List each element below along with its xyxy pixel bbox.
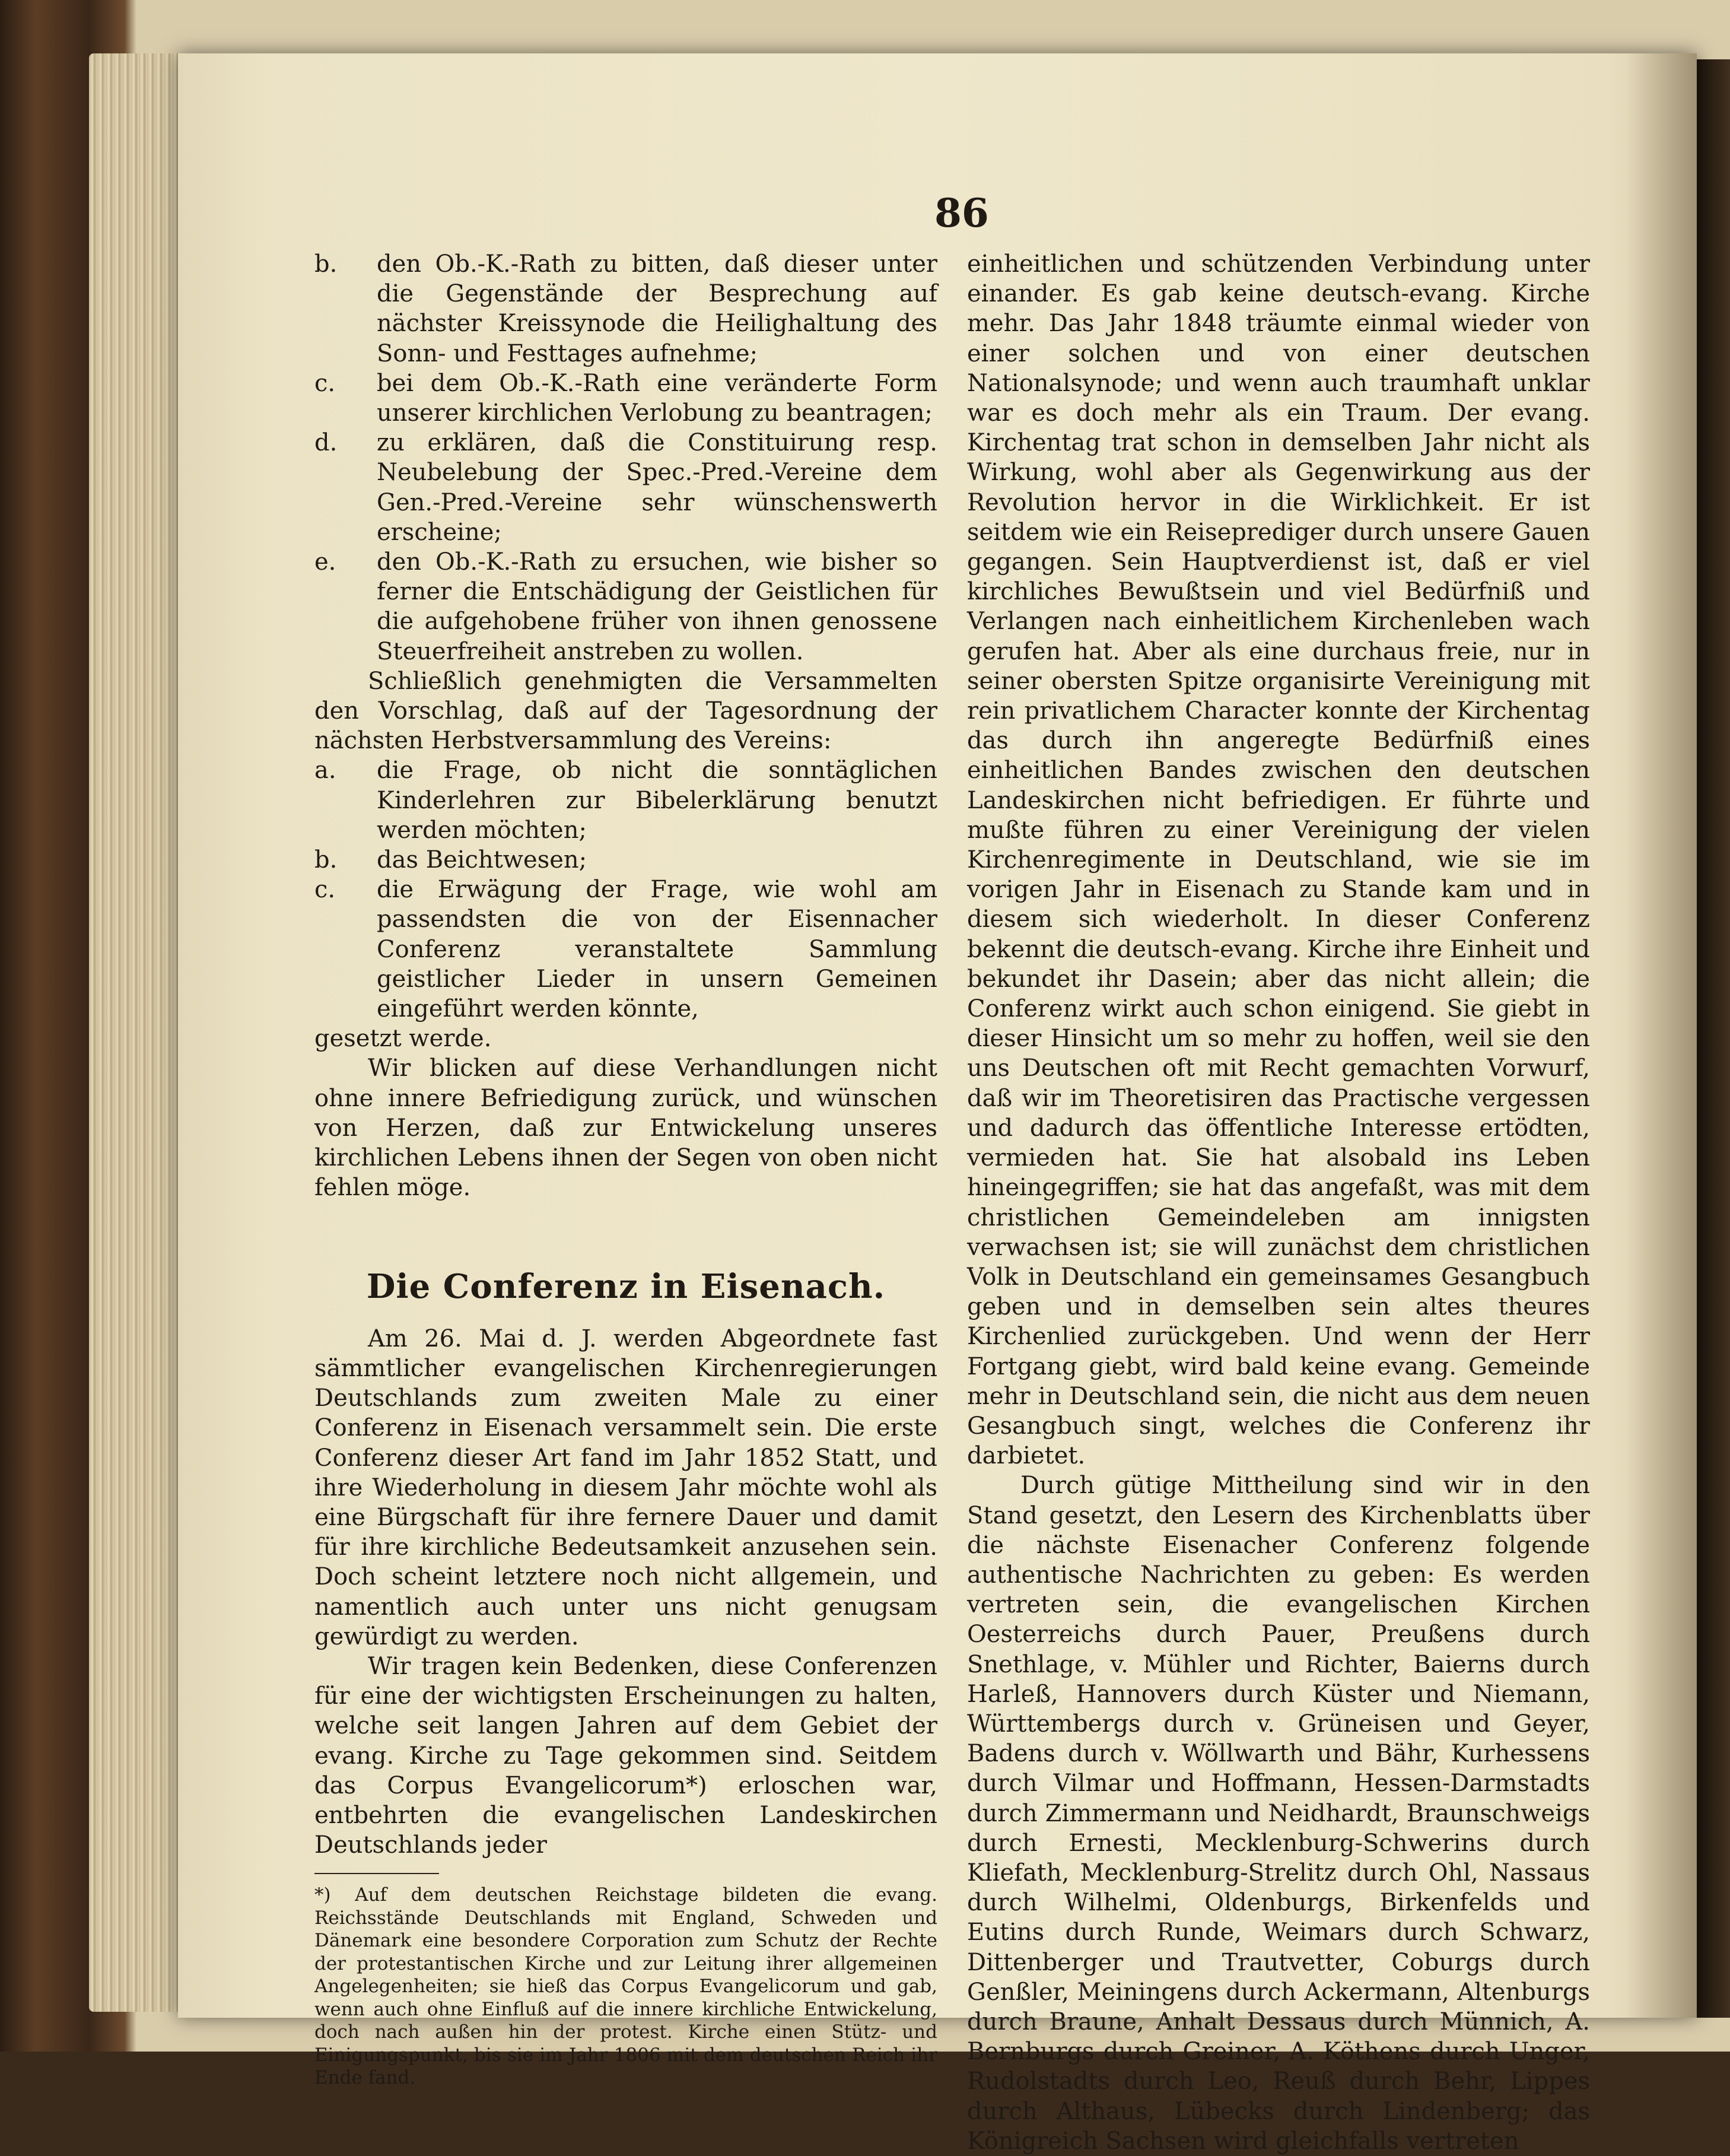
- item-label: d.: [314, 429, 338, 457]
- closing-end-line: gesetzt werde.: [314, 1025, 492, 1053]
- left-column: [314, 249, 937, 2090]
- item-text: zu erklären, daß die Constituirung resp. Neubelebung der Spec.-Pred.-Vereine dem Gen.-Pred.-Vereine sehr wünschenswerth erscheine;: [377, 429, 937, 546]
- item-label: c.: [314, 369, 336, 397]
- resolution-item-b: [314, 249, 937, 369]
- delegates-paragraph: Durch gütige Mittheilung sind wir in den Stand gesetzt, den Lesern des Kirchenblatts über die nächste Eisenacher Conferenz folgende authentische Nachrichten zu geben: Es werden vertreten sein, die evangelischen Kirchen Oesterreichs durch Pauer, Preußens durch Snethlage, v. Mühler und Richter, Baierns durch Harleß, Hannovers durch Küster und Niemann, Württembergs durch v. Grüneisen und Geyer, Badens durch v. Wöllwarth und Bähr, Kurhessens durch Vilmar und Hoffmann, Hessen-Darmstadts durch Zimmermann und Neidhardt, Braunschweigs durch Ernesti, Mecklenburg-Schwerins durch Kliefath, Mecklenburg-Strelitz durch Ohl, Nassaus durch Wilhelmi, Oldenburgs, Birkenfelds und Eutins durch Runde, Weimars durch Schwarz, Dittenberger und Trautvetter, Coburgs durch Genßler, Meiningens durch Ackermann, Altenburgs durch Braune, Anhalt Dessaus durch Münnich, A. Bernburgs durch Greiner, A. Köthens durch Unger, Rudolstadts durch Leo, Reuß durch Behr, Lippes durch Althaus, Lübecks durch Lindenberg; das Königreich Sachsen wird gleichfalls vertreten: [967, 1472, 1590, 2155]
- right-column: [967, 249, 1590, 2156]
- gutter-shadow: [1626, 53, 1697, 2018]
- item-text: die Erwägung der Frage, wie wohl am passendsten die von der Eisennacher Conferenz veranstaltete Sammlung geistlicher Lieder in unsern Gemeinen eingeführt werden könnte,: [377, 876, 937, 1023]
- resolution-item-e: [314, 547, 937, 666]
- item-text: den Ob.-K.-Rath zu ersuchen, wie bisher so ferner die Entschädigung der Geistlichen für die aufgehobene früher von ihnen genossene Steuerfreiheit anstreben zu wollen.: [377, 548, 937, 665]
- page-number: 86: [934, 190, 989, 236]
- article-heading: Die Conferenz in Eisenach.: [366, 1266, 886, 1306]
- item-label: c.: [314, 876, 336, 904]
- resolution-item-c: [314, 369, 937, 428]
- item-label: e.: [314, 548, 336, 576]
- footnote: *) Auf dem deutschen Reichstage bildeten die evang. Reichsstände Deutschlands mit England, Schweden und Dänemark eine besondere Corporation zum Schutz der Rechte der protestantischen Kirche und zur Leitung ihrer allgemeinen Angelegenheiten; sie hieß das Corpus Evangelicorum und gab, wenn auch ohne Einfluß auf die innere kirchliche Entwickelung, doch nach außen hin der protest. Kirche einen Stütz- und Einigungspunkt, bis sie im Jahr 1806 mit dem deutschen Reich ihr Ende fand.: [314, 1884, 937, 2089]
- article-paragraph-1: Am 26. Mai d. J. werden Abgeordnete fast sämmtlicher evangelischen Kirchenregierungen Deutschlands zum zweiten Male zu einer Conferenz in Eisenach versammelt sein. Die erste Conferenz dieser Art fand im Jahr 1852 Statt, und ihre Wiederholung in diesem Jahr möchte wohl als eine Bürgschaft für ihre fernere Dauer und damit für ihre kirchliche Bedeutsamkeit anzusehen sein. Doch scheint letztere noch nicht allgemein, und namentlich auch unter uns nicht genugsam gewürdigt zu werden.: [314, 1325, 937, 1650]
- agenda-item-a: [314, 755, 937, 845]
- facing-page-edge: [1697, 59, 1730, 2018]
- item-text: das Beichtwesen;: [377, 846, 587, 874]
- resolution-item-d: [314, 428, 937, 547]
- agenda-item-c: [314, 875, 937, 1024]
- item-label: b.: [314, 846, 338, 874]
- item-text: den Ob.-K.-Rath zu bitten, daß dieser unter die Gegenstände der Besprechung auf nächster Kreissynode die Heilighaltung des Sonn- und Festtages aufnehme;: [377, 250, 937, 367]
- footnote-divider: [314, 1873, 439, 1874]
- continued-paragraph: einheitlichen und schützenden Verbindung unter einander. Es gab keine deutsch-evang. Kirche mehr. Das Jahr 1848 träumte einmal wieder von einer solchen und von einer deutschen Nationalsynode; und wenn auch traumhaft unklar war es doch mehr als ein Traum. Der evang. Kirchentag trat schon in demselben Jahr nicht als Wirkung, wohl aber als Gegenwirkung aus der Revolution hervor in die Wirklichkeit. Er ist seitdem wie ein Reiseprediger durch unsere Gauen gegangen. Sein Hauptverdienst ist, daß er viel kirchliches Bewußtsein und viel Bedürfniß und Verlangen nach einheitlichem Kirchenleben wach gerufen hat. Aber als eine durchaus freie, nur in seiner obersten Spitze organisirte Vereinigung mit rein privatlichem Character konnte der Kirchentag das durch ihn angeregte Bedürfniß eines einheitlichen Bandes zwischen den deutschen Landeskirchen nicht befriedigen. Er führte und mußte führen zu einer Vereinigung der vielen Kirchenregimente in Deutschland, wie sie im vorigen Jahr in Eisenach zu Stande kam und in diesem sich wiederholt. In dieser Conferenz bekennt die deutsch-evang. Kirche ihre Einheit und bekundet ihr Dasein; aber das nicht allein; die Conferenz wirkt auch schon einigend. Sie giebt in dieser Hinsicht um so mehr zu hoffen, weil sie den uns Deutschen oft mit Recht gemachten Vorwurf, daß wir im Theoretisiren das Practische vergessen und dadurch das öffentliche Interesse ertödten, vermieden hat. Sie hat alsobald ins Leben hineingegriffen; sie hat das angefaßt, was mit dem christlichen Gemeindeleben am innigsten verwachsen ist; sie will zunächst dem christlichen Volk in Deutschland ein gemeinsames Gesangbuch geben und in demselben sein altes theures Kirchenlied zurückgeben. Und wenn der Herr Fortgang giebt, wird bald keine evang. Gemeinde mehr in Deutschland sein, die nicht aus dem neuen Gesangbuch singt, welches die Conferenz ihr darbietet.: [967, 250, 1590, 1470]
- item-text: bei dem Ob.-K.-Rath eine veränderte Form unserer kirchlichen Verlobung zu beantragen;: [377, 369, 937, 427]
- item-label: a.: [314, 757, 336, 785]
- reflection-paragraph: Wir blicken auf diese Verhandlungen nicht ohne innere Befriedigung zurück, und wünschen von Herzen, daß zur Entwickelung unseres kirchlichen Lebens ihnen der Segen von oben nicht fehlen möge.: [314, 1055, 937, 1202]
- article-paragraph-2: Wir tragen kein Bedenken, diese Conferenzen für eine der wichtigsten Erscheinungen zu halten, welche seit langen Jahren auf dem Gebiet der evang. Kirche zu Tage gekommen sind. Seitdem das Corpus Evangelicorum*) erloschen war, entbehrten die evangelischen Landeskirchen Deutschlands jeder: [314, 1652, 937, 1859]
- item-label: b.: [314, 250, 338, 278]
- closing-intro-paragraph: Schließlich genehmigten die Versammelten den Vorschlag, daß auf der Tagesordnung der nächsten Herbstversammlung des Vereins:: [314, 667, 937, 755]
- agenda-item-b: [314, 845, 937, 875]
- item-text: die Frage, ob nicht die sonntäglichen Kinderlehren zur Bibelerklärung benutzt werden möchten;: [377, 757, 937, 844]
